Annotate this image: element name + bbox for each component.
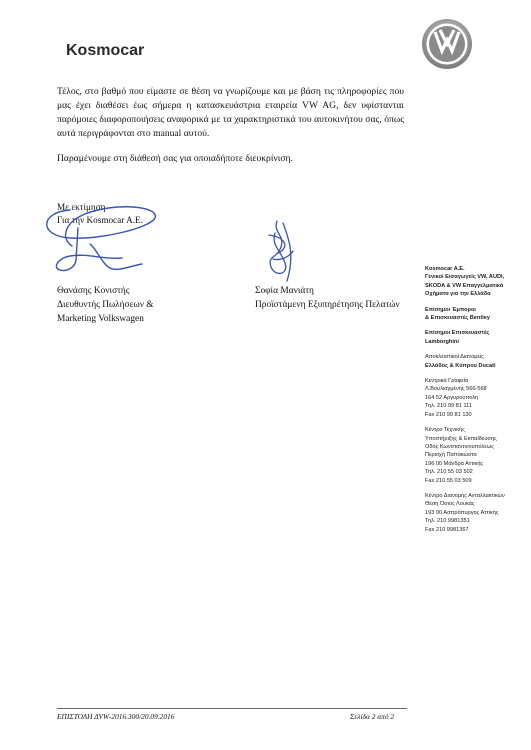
signer-left-name: Θανάσης Κονιστής bbox=[57, 286, 130, 296]
company-sidebar bbox=[425, 265, 525, 541]
sidebar-parts-center bbox=[425, 492, 525, 534]
sidebar-line: 193 00 Ασπρόπυργος Αττικής bbox=[425, 509, 499, 516]
sidebar-line: Επίσημοι Επισκευαστές bbox=[425, 330, 490, 337]
sidebar-line: Κέντρο Τεχνικής bbox=[425, 427, 465, 434]
sidebar-line: Οχήματα για την Ελλάδα bbox=[425, 291, 491, 298]
sidebar-line: Αποκλειστικοί Διανομείς bbox=[425, 354, 484, 361]
sidebar-line: Κεντρικά Γραφεία bbox=[425, 378, 469, 385]
sidebar-line: Λ.Βουλιαγμένης 566-568 bbox=[425, 386, 487, 393]
sidebar-line: Fax 210 55 03 509 bbox=[425, 477, 472, 484]
sidebar-lamborghini bbox=[425, 329, 525, 346]
vw-logo-icon bbox=[421, 18, 473, 70]
footer-divider bbox=[57, 708, 407, 709]
closing-line-1: Με εκτίμηση bbox=[57, 202, 106, 212]
sidebar-company: Kosmocar A.E. bbox=[425, 266, 465, 272]
sidebar-line: 196 00 Μάνδρα Αττικής bbox=[425, 460, 484, 467]
sidebar-bentley bbox=[425, 306, 525, 323]
letter-paragraph-1: Τέλος, στο βαθμό που είμαστε σε θέση να γνωρίζουμε και με βάση τις πληροφορίες που μας έχει διαθέσει έως σήμερα η κατασκευάστρια εταιρεία VW AG, δεν υφίστανται παρόμοιες διαφοροποιήσεις αναφορικά με τα χαρακτηριστικά του αυτοκινήτου σας, όπως αυτά περιγράφονται στο manual αυτού. bbox=[57, 86, 404, 139]
footer-reference: ΕΠΙΣΤΟΛΗ ΔVW-2016.300/20.09.2016 bbox=[57, 712, 175, 721]
sidebar-importer bbox=[425, 265, 525, 299]
signer-left-title-2: Marketing Volkswagen bbox=[57, 314, 144, 324]
signer-right-name: Σοφία Μανιάτη bbox=[255, 286, 314, 296]
sidebar-headquarters bbox=[425, 377, 525, 419]
sidebar-ducati bbox=[425, 353, 525, 370]
sidebar-line: Κέντρο Διανομής Ανταλλακτικών bbox=[425, 492, 505, 499]
sidebar-line: Οδός Κωνσταντινουπόλεως bbox=[425, 443, 494, 450]
closing-line-2: Για την Kosmocar A.E. bbox=[57, 215, 143, 225]
sidebar-line: Υποστήριξης & Εκπαίδευσης bbox=[425, 435, 497, 442]
signature-right bbox=[255, 215, 305, 287]
sidebar-line: Fax 210 99 81 130 bbox=[425, 411, 472, 418]
sidebar-line: Τηλ. 210 99 81 111 bbox=[425, 403, 472, 410]
company-brand: Kosmocar bbox=[66, 42, 145, 59]
signer-right bbox=[255, 284, 400, 312]
sidebar-line: Fax 210 9981367 bbox=[425, 526, 469, 533]
sidebar-line: Lamborghini bbox=[425, 338, 459, 345]
sidebar-line: Περιοχή Παπακώστα bbox=[425, 452, 477, 459]
sidebar-line: Ελλάδος & Κύπρου Ducati bbox=[425, 362, 496, 369]
sidebar-line: Τηλ. 210 9981351 bbox=[425, 518, 470, 525]
signature-left bbox=[30, 198, 180, 288]
signer-left bbox=[57, 284, 154, 326]
sidebar-tech-center bbox=[425, 426, 525, 485]
sidebar-line: Τηλ. 210 55 03 502 bbox=[425, 469, 473, 476]
sidebar-line: & Επισκευαστές Bentley bbox=[425, 315, 490, 322]
sidebar-line: Γενικοί Εισαγωγείς VW, AUDI, bbox=[425, 274, 505, 281]
sidebar-line: Θέση Όσιος Λουκάς bbox=[425, 501, 475, 508]
footer-page-number: Σελίδα 2 από 2 bbox=[350, 712, 395, 721]
signer-right-title-1: Προϊστάμενη Εξυπηρέτησης Πελατών bbox=[255, 300, 400, 310]
letter-paragraph-2: Παραμένουμε στη διάθεσή σας για οποιαδήποτε διευκρίνιση. bbox=[57, 153, 293, 164]
sidebar-line: 164 52 Αργυρούπολη bbox=[425, 394, 479, 401]
sidebar-line: SKODA & VW Επαγγελματικά bbox=[425, 282, 504, 289]
sidebar-line: Επίσημοι Έμποροι bbox=[425, 306, 476, 313]
signer-left-title-1: Διευθυντής Πωλήσεων & bbox=[57, 300, 154, 310]
